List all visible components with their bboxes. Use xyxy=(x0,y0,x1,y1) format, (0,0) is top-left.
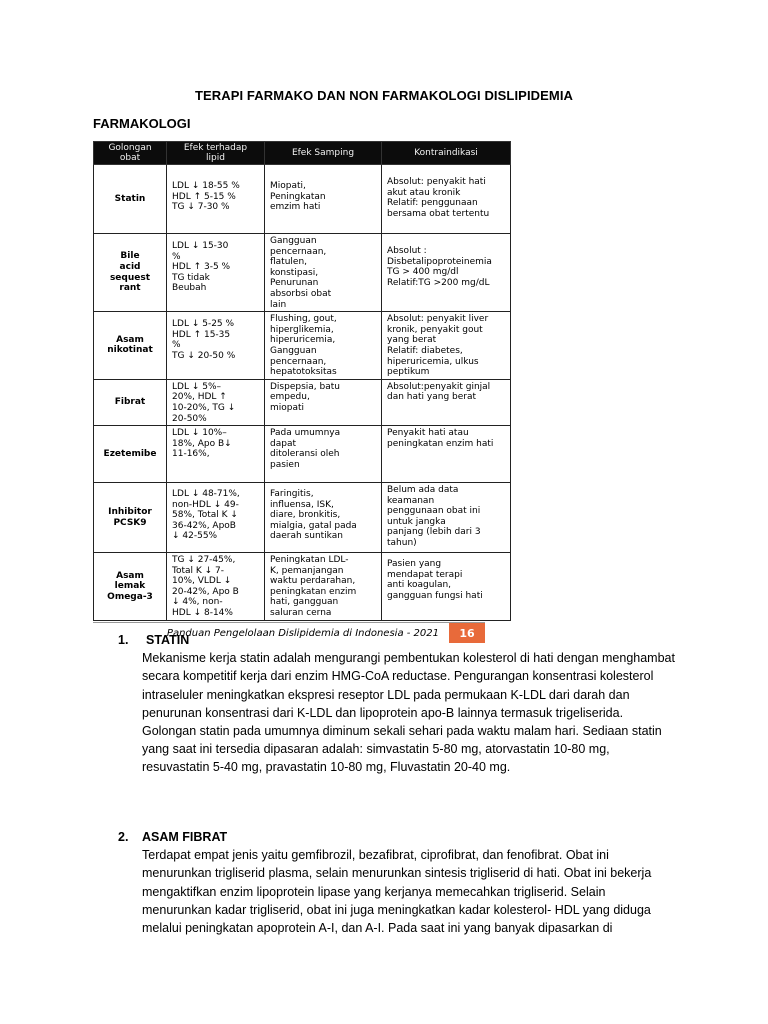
section-heading xyxy=(118,828,678,846)
drug-name: Fibrat xyxy=(94,379,167,425)
drug-lipid-effect: LDL ↓ 48-71%, non-HDL ↓ 49- 58%, Total K ↓ 36-42%, ApoB ↓ 42-55% xyxy=(167,483,265,553)
section-heading xyxy=(118,631,678,649)
document-title: TERAPI FARMAKO DAN NON FARMAKOLOGI DISLIPIDEMIA xyxy=(194,88,574,103)
drug-side-effect: Gangguan pencernaan, flatulen, konstipasi, Penurunan absorbsi obat lain xyxy=(265,234,382,312)
section-asam-fibrat xyxy=(118,828,678,937)
drug-side-effect: Dispepsia, batu empedu, miopati xyxy=(265,379,382,425)
drug-contraindication: Absolut: penyakit hati akut atau kronik Relatif: penggunaan bersama obat tertentu xyxy=(382,165,511,234)
caption-text: Panduan Pengelolaan Dislipidemia di Indonesia - 2021 xyxy=(166,627,439,639)
header-kontraindikasi: Kontraindikasi xyxy=(382,142,511,165)
table-row xyxy=(94,165,511,234)
drug-table-figure xyxy=(93,141,510,643)
drug-name: Asam nikotinat xyxy=(94,312,167,380)
section-title: ASAM FIBRAT xyxy=(142,830,228,844)
drug-name: Inhibitor PCSK9 xyxy=(94,483,167,553)
drug-lipid-effect: TG ↓ 27-45%, Total K ↓ 7- 10%, VLDL ↓ 20-42%, Apo B ↓ 4%, non- HDL ↓ 8-14% xyxy=(167,553,265,621)
table-row xyxy=(94,234,511,312)
drug-lipid-effect: LDL ↓ 18-55 % HDL ↑ 5-15 % TG ↓ 7-30 % xyxy=(167,165,265,234)
drug-name: Asam lemak Omega-3 xyxy=(94,553,167,621)
paragraph: Mekanisme kerja statin adalah mengurangi pembentukan kolesterol di hati dengan menghambat secara kompetitif kerja dari enzim HMG-CoA reductase. Pengurangan konsentrasi kolesterol intraseluler meningkatkan ekspresi reseptor LDL pada permukaan K-LDL dari darah dan penurunan konsentrasi dari K-LDL dan lipoprotein apo-B lainnya termasuk trigeliserida. xyxy=(142,651,675,720)
table-row xyxy=(94,483,511,553)
table-row xyxy=(94,312,511,380)
drug-side-effect: Peningkatan LDL- K, pemanjangan waktu perdarahan, peningkatan enzim hati, gangguan saluran cerna xyxy=(265,553,382,621)
drug-lipid-effect: LDL ↓ 15-30 % HDL ↑ 3-5 % TG tidak Beubah xyxy=(167,234,265,312)
header-efek-lipid: Efek terhadap lipid xyxy=(167,142,265,165)
header-golongan: Golongan obat xyxy=(94,142,167,165)
drug-contraindication: Absolut : Disbetalipoproteinemia TG > 400 mg/dl Relatif:TG >200 mg/dL xyxy=(382,234,511,312)
paragraph: Terdapat empat jenis yaitu gemfibrozil, bezafibrat, ciprofibrat, dan fenofibrat. Obat ini menurunkan trigliserid plasma, selain menurunkan sintesis trigliserid di hati. Obat ini bekerja mengaktifkan enzim lipoprotein lipase yang kerjanya memecahkan trigliserid. Selain menurunkan kadar trigliserid, obat ini juga meningkatkan kadar kolesterol- HDL yang diduga melalui peningkatan apoprotein A-I, dan A-I. Pada saat ini yang banyak dipasarkan di xyxy=(142,848,652,936)
drug-lipid-effect: LDL ↓ 5-25 % HDL ↑ 15-35 % TG ↓ 20-50 % xyxy=(167,312,265,380)
table-row xyxy=(94,426,511,483)
drug-contraindication: Absolut:penyakit ginjal dan hati yang berat xyxy=(382,379,511,425)
drug-side-effect: Miopati, Peningkatan emzim hati xyxy=(265,165,382,234)
section-title: STATIN xyxy=(146,633,190,647)
section-statin xyxy=(118,631,678,777)
drug-side-effect: Pada umumnya dapat ditoleransi oleh pasien xyxy=(265,426,382,483)
table-header-row xyxy=(94,142,511,165)
drug-name: Statin xyxy=(94,165,167,234)
table-row xyxy=(94,553,511,621)
drug-contraindication: Belum ada data keamanan penggunaan obat ini untuk jangka panjang (lebih dari 3 tahun) xyxy=(382,483,511,553)
drug-lipid-effect: LDL ↓ 5%– 20%, HDL ↑ 10-20%, TG ↓ 20-50% xyxy=(167,379,265,425)
header-efek-samping: Efek Samping xyxy=(265,142,382,165)
drug-lipid-effect: LDL ↓ 10%– 18%, Apo B↓ 11-16%, xyxy=(167,426,265,483)
paragraph: Golongan statin pada umumnya diminum sekali sehari pada waktu malam hari. Sediaan statin yang saat ini tersedia dipasaran adalah: simvastatin 5-80 mg, atorvastatin 10-80 mg, resuvastatin 5-40 mg, pravastatin 10-80 mg, Fluvastatin 20-40 mg. xyxy=(142,724,662,775)
table-row xyxy=(94,379,511,425)
drug-table xyxy=(93,141,511,621)
drug-contraindication: Pasien yang mendapat terapi anti koagulan, gangguan fungsi hati xyxy=(382,553,511,621)
drug-name: Bile acid sequest rant xyxy=(94,234,167,312)
page-number-badge: 16 xyxy=(449,623,485,643)
drug-contraindication: Absolut: penyakit liver kronik, penyakit gout yang berat Relatif: diabetes, hiperuricemia, ulkus peptikum xyxy=(382,312,511,380)
drug-side-effect: Faringitis, influensa, ISK, diare, bronkitis, mialgia, gatal pada daerah suntikan xyxy=(265,483,382,553)
section-number: 1. xyxy=(118,633,129,647)
section-label-farmakologi: FARMAKOLOGI xyxy=(93,116,191,131)
drug-side-effect: Flushing, gout, hiperglikemia, hiperuricemia, Gangguan pencernaan, hepatotoksitas xyxy=(265,312,382,380)
section-number: 2. xyxy=(118,830,129,844)
drug-name: Ezetemibe xyxy=(94,426,167,483)
drug-contraindication: Penyakit hati atau peningkatan enzim hati xyxy=(382,426,511,483)
